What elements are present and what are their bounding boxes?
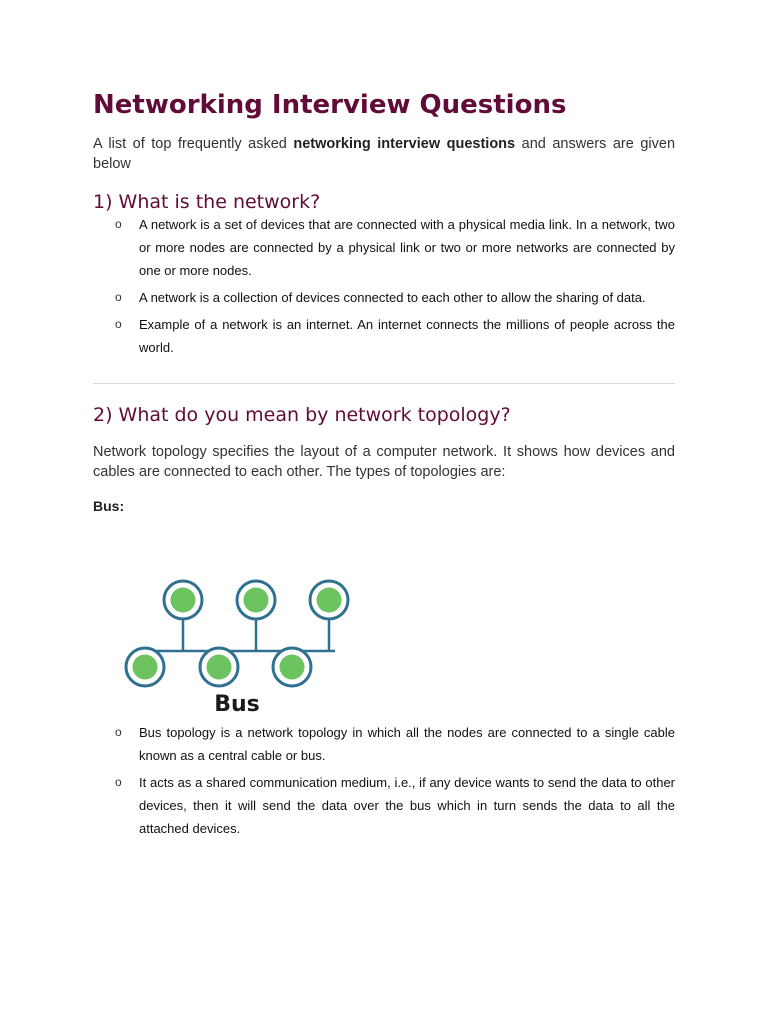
list-item-text: A network is a set of devices that are connected with a physical media link. In a network, two or more nodes are connected by a physical link or two or more networks are connected by one or more nodes. [139, 217, 675, 278]
intro-text: A list of top frequently asked [93, 136, 294, 152]
list-item-text: A network is a collection of devices connected to each other to allow the sharing of data. [139, 290, 646, 305]
list-item [93, 721, 675, 767]
node-icon [200, 648, 238, 686]
node-icon [310, 581, 348, 619]
bus-subheading: Bus: [93, 498, 125, 514]
list-item-text: It acts as a shared communication medium, i.e., if any device wants to send the data to other devices, then it will send the data over the bus which in turn sends the data to all the attached devices. [139, 775, 675, 836]
list-item [93, 286, 675, 309]
intro-paragraph [93, 134, 675, 174]
list-item-text: Bus topology is a network topology in which all the nodes are connected to a single cable known as a central cable or bus. [139, 725, 675, 763]
list-item-text: Example of a network is an internet. An internet connects the millions of people across the world. [139, 317, 675, 355]
intro-text-end: and answers are given below [93, 136, 676, 172]
bullet-marker: o [115, 217, 122, 231]
question-1-heading: 1) What is the network? [93, 191, 321, 213]
node-icon [164, 581, 202, 619]
list-item [93, 771, 675, 840]
node-icon [237, 581, 275, 619]
bullet-marker: o [115, 725, 122, 739]
node-icon [126, 648, 164, 686]
question-2-heading: 2) What do you mean by network topology? [93, 404, 511, 426]
article [93, 90, 675, 844]
list-item [93, 313, 675, 359]
diagram-label: Bus [214, 692, 260, 716]
question-1-answer-list [93, 213, 675, 359]
bus-topology-diagram [93, 566, 363, 716]
bus-topology-list [93, 721, 675, 840]
topology-paragraph: Network topology specifies the layout of a computer network. It shows how devices and cables are connected to each other. The types of topologies are: [93, 444, 675, 480]
section-divider [93, 383, 675, 384]
list-item [93, 213, 675, 282]
intro-bold-text: networking interview questions [293, 136, 516, 152]
bullet-marker: o [115, 290, 122, 304]
bullet-marker: o [115, 775, 122, 789]
page-title: Networking Interview Questions [93, 90, 567, 120]
node-icon [273, 648, 311, 686]
bullet-marker: o [115, 317, 122, 331]
